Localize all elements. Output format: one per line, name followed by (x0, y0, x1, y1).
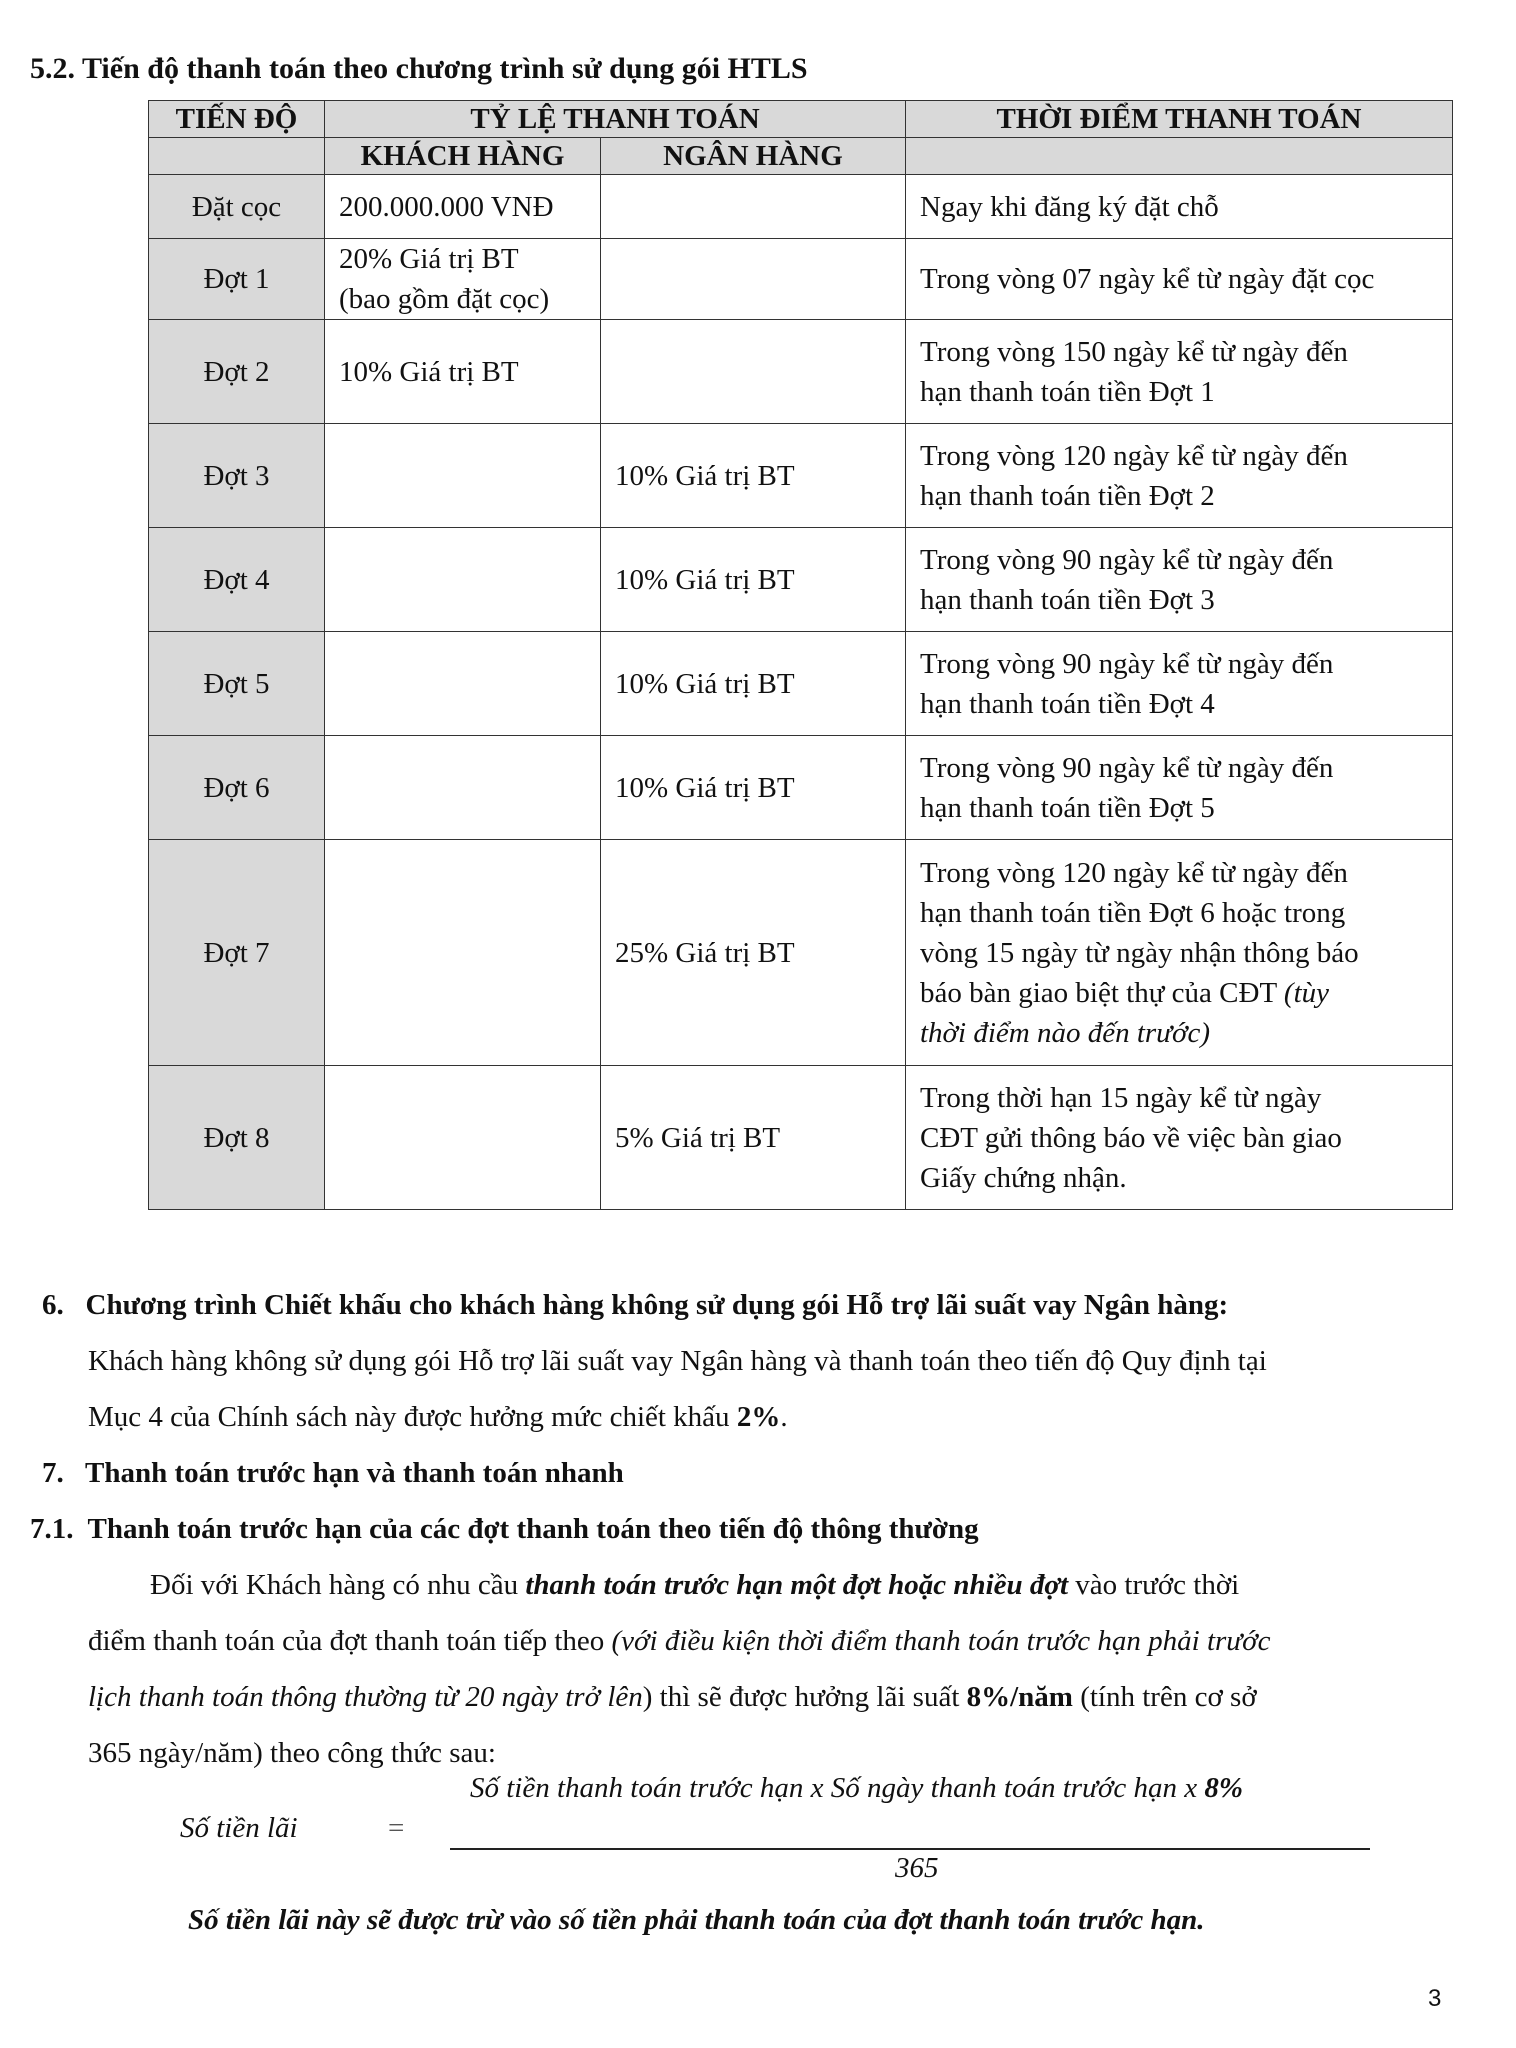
time-line: hạn thanh toán tiền Đợt 5 (920, 791, 1215, 824)
time-line (920, 973, 1438, 1013)
time-line: vòng 15 ngày từ ngày nhận thông báo (920, 936, 1359, 969)
bank-cell: 10% Giá trị BT (601, 424, 906, 528)
header-empty (906, 138, 1453, 175)
section6-line2-end: . (780, 1401, 788, 1433)
header-stage: TIẾN ĐỘ (149, 101, 325, 138)
table-row (149, 632, 1453, 736)
condition-text: lịch thanh toán thông thường từ 20 ngày trở lên (88, 1681, 643, 1713)
time-cell (906, 424, 1453, 528)
stage-cell: Đợt 4 (149, 528, 325, 632)
section71-line1 (150, 1557, 1239, 1613)
text: điểm thanh toán của đợt thanh toán tiếp theo (88, 1625, 605, 1657)
bank-cell (601, 175, 906, 239)
time-line: hạn thanh toán tiền Đợt 1 (920, 375, 1215, 408)
customer-cell (325, 239, 601, 320)
formula-label: Số tiền lãi (180, 1812, 298, 1844)
table-subheader-row (149, 138, 1453, 175)
time-line: hạn thanh toán tiền Đợt 4 (920, 687, 1215, 720)
time-cell (906, 528, 1453, 632)
bank-cell (601, 320, 906, 424)
formula-denominator: 365 (895, 1852, 939, 1884)
formula-numerator-text: Số tiền thanh toán trước hạn x Số ngày thanh toán trước hạn x (470, 1772, 1198, 1804)
page-number: 3 (1428, 1985, 1442, 2012)
time-cell (906, 320, 1453, 424)
time-line: hạn thanh toán tiền Đợt 6 hoặc trong (920, 896, 1346, 929)
customer-cell (325, 528, 601, 632)
bank-cell (601, 239, 906, 320)
time-line: Giấy chứng nhận. (920, 1161, 1127, 1194)
table-row (149, 424, 1453, 528)
section71-line4: 365 ngày/năm) theo công thức sau: (88, 1737, 496, 1769)
time-line: Trong vòng 120 ngày kể từ ngày đến (920, 439, 1348, 472)
text: Đối với Khách hàng có nhu cầu (150, 1569, 519, 1601)
stage-cell: Đợt 5 (149, 632, 325, 736)
table-header-row (149, 101, 1453, 138)
time-cell: Trong vòng 07 ngày kể từ ngày đặt cọc (906, 239, 1453, 320)
time-line: Trong thời hạn 15 ngày kể từ ngày (920, 1081, 1322, 1114)
section7-title: Thanh toán trước hạn và thanh toán nhanh (84, 1457, 624, 1489)
customer-cell (325, 632, 601, 736)
bank-cell: 10% Giá trị BT (601, 528, 906, 632)
time-line: Trong vòng 120 ngày kể từ ngày đến (920, 856, 1348, 889)
customer-line: 20% Giá trị BT (339, 243, 519, 275)
section7-heading (42, 1445, 624, 1501)
section6-line1: Khách hàng không sử dụng gói Hỗ trợ lãi suất vay Ngân hàng và thanh toán theo tiến độ Quy định tại (88, 1345, 1267, 1377)
bank-cell: 5% Giá trị BT (601, 1066, 906, 1210)
formula-rate: 8% (1204, 1772, 1244, 1804)
time-cell (906, 1066, 1453, 1210)
stage-cell: Đợt 3 (149, 424, 325, 528)
table-row (149, 840, 1453, 1066)
customer-cell: 200.000.000 VNĐ (325, 175, 601, 239)
customer-cell (325, 736, 601, 840)
payment-schedule-table (148, 100, 1453, 1210)
discount-rate: 2% (736, 1401, 781, 1433)
customer-line: (bao gồm đặt cọc) (339, 283, 550, 315)
time-line: hạn thanh toán tiền Đợt 2 (920, 479, 1215, 512)
emphasis: thanh toán trước hạn một đợt hoặc nhiều đợt (525, 1569, 1069, 1601)
formula-numerator (470, 1772, 1243, 1805)
section6-number: 6. (42, 1289, 64, 1321)
section71-number: 7.1. (30, 1513, 74, 1545)
section6-line2 (88, 1389, 788, 1445)
bank-cell: 10% Giá trị BT (601, 632, 906, 736)
text: ) thì sẽ được hưởng lãi suất (642, 1681, 960, 1713)
time-cell (906, 840, 1453, 1066)
header-customer: KHÁCH HÀNG (325, 138, 601, 175)
time-line-text: báo bàn giao biệt thự của CĐT (920, 976, 1277, 1009)
header-empty (149, 138, 325, 175)
header-ratio: TỶ LỆ THANH TOÁN (325, 101, 906, 138)
section-title: 5.2. Tiến độ thanh toán theo chương trình sử dụng gói HTLS (30, 52, 808, 85)
stage-cell: Đợt 8 (149, 1066, 325, 1210)
section7-number: 7. (42, 1457, 64, 1489)
table-row (149, 1066, 1453, 1210)
customer-cell (325, 840, 601, 1066)
table-row (149, 736, 1453, 840)
stage-cell: Đợt 6 (149, 736, 325, 840)
section71-heading (30, 1501, 979, 1557)
time-cell (906, 736, 1453, 840)
time-line: Trong vòng 90 ngày kể từ ngày đến (920, 751, 1334, 784)
interest-rate: 8%/năm (966, 1681, 1073, 1713)
table-row (149, 528, 1453, 632)
fraction-bar (450, 1848, 1370, 1850)
customer-cell: 10% Giá trị BT (325, 320, 601, 424)
stage-cell: Đợt 7 (149, 840, 325, 1066)
customer-cell (325, 424, 601, 528)
table-row (149, 175, 1453, 239)
customer-cell (325, 1066, 601, 1210)
text: (tính trên cơ sở (1080, 1681, 1257, 1713)
section71-title: Thanh toán trước hạn của các đợt thanh toán theo tiến độ thông thường (87, 1513, 979, 1545)
time-cell: Ngay khi đăng ký đặt chỗ (906, 175, 1453, 239)
header-time: THỜI ĐIỂM THANH TOÁN (906, 101, 1453, 138)
time-line: Trong vòng 90 ngày kể từ ngày đến (920, 543, 1334, 576)
formula-equals: = (388, 1812, 405, 1844)
time-line: hạn thanh toán tiền Đợt 3 (920, 583, 1215, 616)
stage-cell: Đợt 2 (149, 320, 325, 424)
formula-note: Số tiền lãi này sẽ được trừ vào số tiền phải thanh toán của đợt thanh toán trước hạn. (188, 1904, 1205, 1936)
time-line: Trong vòng 90 ngày kể từ ngày đến (920, 647, 1334, 680)
section6-heading (42, 1277, 1228, 1333)
section6-title: Chương trình Chiết khấu cho khách hàng không sử dụng gói Hỗ trợ lãi suất vay Ngân hàng: (85, 1289, 1229, 1321)
table-row (149, 320, 1453, 424)
header-bank: NGÂN HÀNG (601, 138, 906, 175)
stage-cell: Đặt cọc (149, 175, 325, 239)
time-line-italic: (tùy (1283, 976, 1329, 1009)
stage-cell: Đợt 1 (149, 239, 325, 320)
time-line: thời điểm nào đến trước) (920, 1016, 1210, 1049)
section71-line2 (88, 1613, 1270, 1669)
bank-cell: 25% Giá trị BT (601, 840, 906, 1066)
time-cell (906, 632, 1453, 736)
section6-line2-text: Mục 4 của Chính sách này được hưởng mức chiết khấu (88, 1401, 730, 1433)
bank-cell: 10% Giá trị BT (601, 736, 906, 840)
text: vào trước thời (1075, 1569, 1240, 1601)
section71-line3 (88, 1669, 1257, 1725)
time-line: CĐT gửi thông báo về việc bàn giao (920, 1121, 1342, 1154)
time-line: Trong vòng 150 ngày kể từ ngày đến (920, 335, 1348, 368)
table-row (149, 239, 1453, 320)
condition-text: (với điều kiện thời điểm thanh toán trước hạn phải trước (611, 1625, 1271, 1657)
